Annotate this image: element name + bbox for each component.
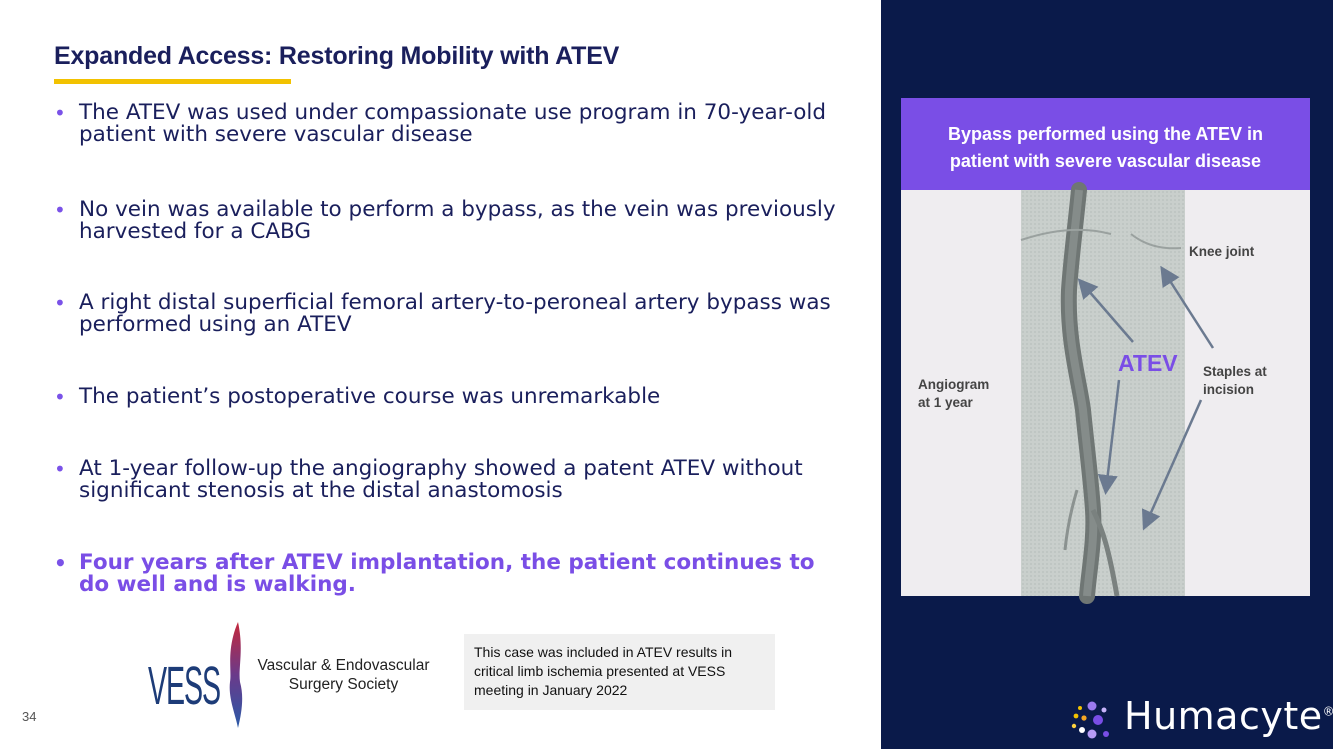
vess-line-2: Surgery Society <box>288 676 399 693</box>
registered-mark: ® <box>1322 704 1335 719</box>
title-underline <box>54 79 291 84</box>
label-atev: ATEV <box>1118 350 1178 376</box>
vess-society-name <box>256 656 431 694</box>
arrow-atev-upper <box>1081 282 1133 342</box>
panel-header-line-2: patient with severe vascular disease <box>949 151 1262 171</box>
vess-logo-letters: VESS <box>148 656 220 716</box>
arrow-staples <box>1145 400 1201 526</box>
bullet-text: Four years after ATEV implantation, the patient continues to do well and is walking. <box>79 550 815 597</box>
bullet-text: No vein was available to perform a bypass, as the vein was previously harvested for a CABG <box>79 197 836 244</box>
page-number: 34 <box>22 709 37 724</box>
vess-ribbon-icon <box>230 622 242 728</box>
vess-line-1: Vascular & Endovascular <box>257 657 430 674</box>
slide-title: Expanded Access: Restoring Mobility with ATEV <box>54 42 620 70</box>
label-knee-joint: Knee joint <box>1189 244 1255 259</box>
bullet-item <box>54 199 844 243</box>
label-staples-line-2: incision <box>1203 382 1255 397</box>
bullet-text: At 1-year follow-up the angiography showed a patent ATEV without significant stenosis at the distal anastomosis <box>79 456 803 503</box>
bullet-item <box>54 458 844 502</box>
label-angiogram-line-2: at 1 year <box>918 395 973 410</box>
bullet-text: A right distal superficial femoral artery-to-peroneal artery bypass was performed using an ATEV <box>79 290 831 337</box>
arrow-knee <box>1163 270 1213 348</box>
bullet-item <box>54 292 844 336</box>
panel-header <box>901 98 1310 190</box>
bullet-dot-icon: • <box>54 291 66 315</box>
bullet-dot-icon: • <box>54 101 66 125</box>
bullet-text: The patient’s postoperative course was unremarkable <box>79 384 661 409</box>
bullet-dot-icon: • <box>54 551 67 575</box>
humacyte-name: Humacyte <box>1124 694 1323 738</box>
bullet-text: The ATEV was used under compassionate use program in 70-year-old patient with severe vascular disease <box>79 100 827 147</box>
bullet-dot-icon: • <box>54 385 66 409</box>
label-angiogram-line-1: Angiogram <box>918 377 990 392</box>
note-box: This case was included in ATEV results in critical limb ischemia presented at VESS meeting in January 2022 <box>464 634 775 710</box>
bullet-item <box>54 386 844 408</box>
label-staples-line-1: Staples at <box>1203 364 1267 379</box>
bullet-item <box>54 102 844 146</box>
panel-header-line-1: Bypass performed using the ATEV in <box>947 124 1264 144</box>
annotation-arrows <box>901 190 1310 596</box>
bullet-dot-icon: • <box>54 198 66 222</box>
bullet-item-highlight <box>54 552 844 596</box>
humacyte-wordmark <box>1124 694 1335 738</box>
bullet-dot-icon: • <box>54 457 66 481</box>
arrow-atev-lower <box>1106 380 1119 490</box>
